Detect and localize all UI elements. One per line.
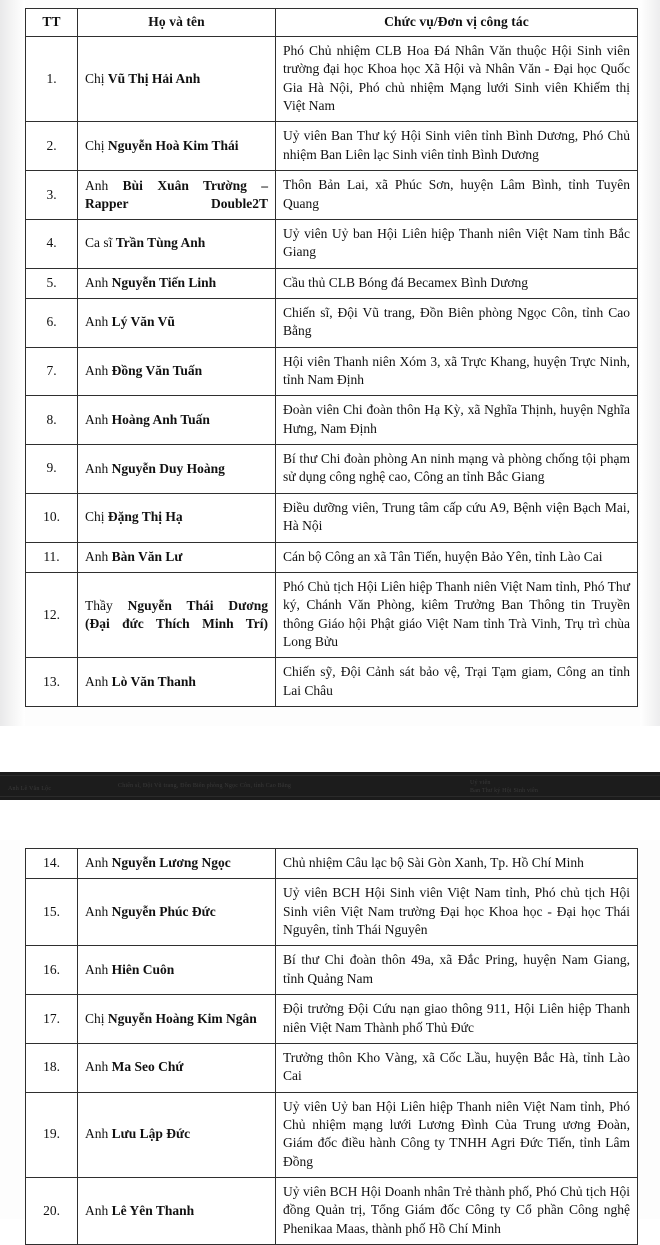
row-number: 15.	[26, 879, 78, 946]
row-position-organization: Chiến sỹ, Đội Cảnh sát bảo vệ, Trại Tạm giam, Công an tỉnh Lai Châu	[276, 658, 638, 707]
scan-divider-strip	[0, 772, 660, 800]
person-name-second-line: (Đại đức Thích Minh Trí)	[85, 615, 268, 631]
roster-table-part-2	[25, 848, 638, 1245]
person-full-name: Nguyễn Duy Hoàng	[111, 460, 225, 476]
row-person-name	[78, 879, 276, 946]
row-person-name	[78, 1092, 276, 1177]
row-person-name	[78, 946, 276, 995]
row-number: 19.	[26, 1092, 78, 1177]
table-row	[26, 995, 638, 1044]
row-number: 18.	[26, 1043, 78, 1092]
person-title-prefix: Chị	[85, 70, 108, 86]
person-title-prefix: Anh	[85, 548, 112, 564]
row-position-organization: Hội viên Thanh niên Xóm 3, xã Trực Khang, huyện Trực Ninh, tỉnh Nam Định	[276, 347, 638, 396]
row-number: 11.	[26, 542, 78, 572]
person-title-prefix: Anh	[85, 903, 112, 919]
person-full-name: Vũ Thị Hải Anh	[107, 70, 201, 86]
person-title-prefix: Ca sĩ	[85, 235, 116, 251]
row-number: 10.	[26, 493, 78, 542]
person-full-name: Hiên Cuôn	[111, 961, 175, 977]
row-person-name	[78, 1043, 276, 1092]
person-full-name: Nguyễn Hoà Kim Thái	[107, 137, 239, 153]
row-person-name	[78, 298, 276, 347]
table-row	[26, 445, 638, 494]
divider-rule-top	[0, 775, 660, 776]
row-position-organization: Uỷ viên Uỷ ban Hội Liên hiệp Thanh niên Việt Nam tỉnh Bắc Giang	[276, 219, 638, 268]
row-person-name	[78, 396, 276, 445]
row-number: 20.	[26, 1178, 78, 1245]
row-position-organization: Đội trưởng Đội Cứu nạn giao thông 911, Hội Liên hiệp Thanh niên Việt Nam Thành phố Thủ Đức	[276, 995, 638, 1044]
person-title-prefix: Anh	[85, 314, 112, 330]
row-person-name	[78, 542, 276, 572]
row-number: 13.	[26, 658, 78, 707]
person-title-prefix: Anh	[85, 855, 112, 871]
row-person-name	[78, 995, 276, 1044]
row-number: 9.	[26, 445, 78, 494]
column-header-no: TT	[26, 9, 78, 37]
table-row	[26, 542, 638, 572]
person-full-name: Bùi Xuân Trường –	[122, 177, 268, 193]
row-position-organization: Uỷ viên BCH Hội Sinh viên Việt Nam tỉnh, Phó chủ tịch Hội Sinh viên Việt Nam trường Đại học Khoa học - Đại học Thái Nguyên, tỉnh Thái Nguyên	[276, 879, 638, 946]
row-number: 14.	[26, 849, 78, 879]
person-full-name: Nguyễn Lương Ngọc	[111, 855, 231, 871]
row-person-name	[78, 268, 276, 298]
person-title-prefix: Chị	[85, 509, 108, 525]
row-position-organization: Chiến sĩ, Đội Vũ trang, Đồn Biên phòng Ngọc Côn, tỉnh Cao Bằng	[276, 298, 638, 347]
person-title-prefix: Anh	[85, 961, 112, 977]
person-title-prefix: Anh	[85, 363, 112, 379]
table-row	[26, 122, 638, 171]
person-full-name: Nguyễn Phúc Đức	[111, 903, 216, 919]
row-position-organization: Phó Chủ nhiệm CLB Hoa Đá Nhân Văn thuộc Hội Sinh viên trường đại học Khoa học Xã Hội và Nhân Văn - Đại học Quốc Gia Hà Nội, Phó chủ nhiệm Mạng lưới Sinh viên Khiếm thị Việt Nam	[276, 37, 638, 122]
table-row	[26, 658, 638, 707]
row-person-name	[78, 493, 276, 542]
row-number: 8.	[26, 396, 78, 445]
person-full-name: Đặng Thị Hạ	[107, 509, 183, 525]
row-position-organization: Phó Chủ tịch Hội Liên hiệp Thanh niên Việt Nam tỉnh, Phó Thư ký, Chánh Văn Phòng, kiêm Trưởng Ban Thông tin Truyền thông Giáo hội Phật giáo Việt Nam tỉnh Trà Vinh, Trụ trì chùa Long Bửu	[276, 572, 638, 657]
table-row	[26, 1178, 638, 1245]
row-person-name	[78, 37, 276, 122]
person-title-prefix: Anh	[85, 274, 112, 290]
row-position-organization: Bí thư Chi đoàn thôn 49a, xã Đắc Pring, huyện Nam Giang, tỉnh Quảng Nam	[276, 946, 638, 995]
row-person-name	[78, 171, 276, 220]
row-person-name	[78, 347, 276, 396]
person-title-prefix: Anh	[85, 460, 112, 476]
column-header-role: Chức vụ/Đơn vị công tác	[276, 9, 638, 37]
roster-body-part-1	[26, 37, 638, 707]
row-person-name	[78, 572, 276, 657]
person-name-second-line: Rapper Double2T	[85, 195, 268, 211]
person-full-name: Đồng Văn Tuấn	[111, 363, 203, 379]
row-number: 3.	[26, 171, 78, 220]
table-row	[26, 879, 638, 946]
row-position-organization: Uỷ viên Uỷ ban Hội Liên hiệp Thanh niên Việt Nam tỉnh, Phó Chủ nhiệm mạng lưới Lương Đình Của Trung ương Đoàn, Giám đốc điều hành Công ty TNHH Agri Đức Tiến, tỉnh Lâm Đồng	[276, 1092, 638, 1177]
person-title-prefix: Chị	[85, 137, 108, 153]
row-position-organization: Điều dưỡng viên, Trung tâm cấp cứu A9, Bệnh viện Bạch Mai, Hà Nội	[276, 493, 638, 542]
row-number: 6.	[26, 298, 78, 347]
person-title-prefix: Anh	[85, 673, 112, 689]
person-full-name: Nguyễn Hoàng Kim Ngân	[107, 1010, 257, 1026]
roster-body-part-2	[26, 849, 638, 1245]
table-row	[26, 1043, 638, 1092]
table-row	[26, 396, 638, 445]
person-title-prefix: Chị	[85, 1010, 108, 1026]
row-person-name	[78, 658, 276, 707]
row-number: 4.	[26, 219, 78, 268]
row-position-organization: Cán bộ Công an xã Tân Tiến, huyện Bảo Yên, tỉnh Lào Cai	[276, 542, 638, 572]
row-person-name	[78, 1178, 276, 1245]
roster-table-part-1	[25, 8, 638, 707]
row-person-name	[78, 445, 276, 494]
row-number: 12.	[26, 572, 78, 657]
table-row	[26, 268, 638, 298]
divider-ghost-text-b: Chiến sĩ, Đội Vũ trang, Đồn Biên phòng Ngọc Côn, tỉnh Cao Bằng	[118, 783, 292, 789]
row-number: 1.	[26, 37, 78, 122]
person-title-prefix: Anh	[85, 1202, 112, 1218]
person-full-name: Lý Văn Vũ	[111, 314, 175, 330]
person-full-name: Nguyễn Tiến Linh	[111, 274, 217, 290]
person-title-prefix: Anh	[85, 411, 112, 427]
person-full-name: Lò Văn Thanh	[111, 673, 196, 689]
person-full-name: Lưu Lập Đức	[111, 1126, 191, 1142]
row-number: 2.	[26, 122, 78, 171]
person-full-name: Ma Seo Chứ	[111, 1059, 184, 1075]
row-position-organization: Uỷ viên Ban Thư ký Hội Sinh viên tỉnh Bình Dương, Phó Chủ nhiệm Ban Liên lạc Sinh viên tỉnh Bình Dương	[276, 122, 638, 171]
row-position-organization: Bí thư Chi đoàn phòng An ninh mạng và phòng chống tội phạm sử dụng công nghệ cao, Công an tỉnh Bắc Giang	[276, 445, 638, 494]
person-title-prefix: Thầy	[85, 597, 128, 613]
row-position-organization: Cầu thủ CLB Bóng đá Becamex Bình Dương	[276, 268, 638, 298]
person-full-name: Lê Yên Thanh	[111, 1202, 195, 1218]
row-person-name	[78, 849, 276, 879]
table-row	[26, 493, 638, 542]
table-row	[26, 1092, 638, 1177]
divider-ghost-text-d: Ban Thư ký Hội Sinh viên	[470, 788, 539, 794]
divider-rule-bottom	[0, 796, 660, 797]
person-full-name: Trần Tùng Anh	[115, 235, 206, 251]
row-number: 5.	[26, 268, 78, 298]
person-full-name: Nguyễn Thái Dương	[127, 597, 268, 613]
person-full-name: Bàn Văn Lư	[111, 548, 183, 564]
row-number: 17.	[26, 995, 78, 1044]
row-number: 7.	[26, 347, 78, 396]
row-number: 16.	[26, 946, 78, 995]
table-row	[26, 171, 638, 220]
row-position-organization: Uỷ viên BCH Hội Doanh nhân Trẻ thành phố, Phó Chủ tịch Hội đồng Quản trị, Tổng Giám đốc Công ty Cổ phần Công nghệ Phenikaa Maas, thành phố Hồ Chí Minh	[276, 1178, 638, 1245]
row-position-organization: Đoàn viên Chi đoàn thôn Hạ Kỳ, xã Nghĩa Thịnh, huyện Nghĩa Hưng, Nam Định	[276, 396, 638, 445]
table-row	[26, 572, 638, 657]
person-full-name: Hoàng Anh Tuấn	[111, 411, 210, 427]
row-person-name	[78, 122, 276, 171]
row-position-organization: Thôn Bản Lai, xã Phúc Sơn, huyện Lâm Bình, tỉnh Tuyên Quang	[276, 171, 638, 220]
person-title-prefix: Anh	[85, 177, 123, 193]
person-title-prefix: Anh	[85, 1059, 112, 1075]
person-title-prefix: Anh	[85, 1126, 112, 1142]
table-row	[26, 298, 638, 347]
table-row	[26, 219, 638, 268]
row-position-organization: Chủ nhiệm Câu lạc bộ Sài Gòn Xanh, Tp. Hồ Chí Minh	[276, 849, 638, 879]
divider-ghost-text-a: Anh Lê Văn Lộc	[8, 786, 52, 792]
table-header-row	[26, 9, 638, 37]
table-row	[26, 347, 638, 396]
divider-ghost-text-c: Uỷ viên	[470, 780, 491, 786]
table-row	[26, 946, 638, 995]
table-row	[26, 849, 638, 879]
row-person-name	[78, 219, 276, 268]
table-row	[26, 37, 638, 122]
column-header-name: Họ và tên	[78, 9, 276, 37]
row-position-organization: Trưởng thôn Kho Vàng, xã Cốc Lầu, huyện Bắc Hà, tỉnh Lào Cai	[276, 1043, 638, 1092]
